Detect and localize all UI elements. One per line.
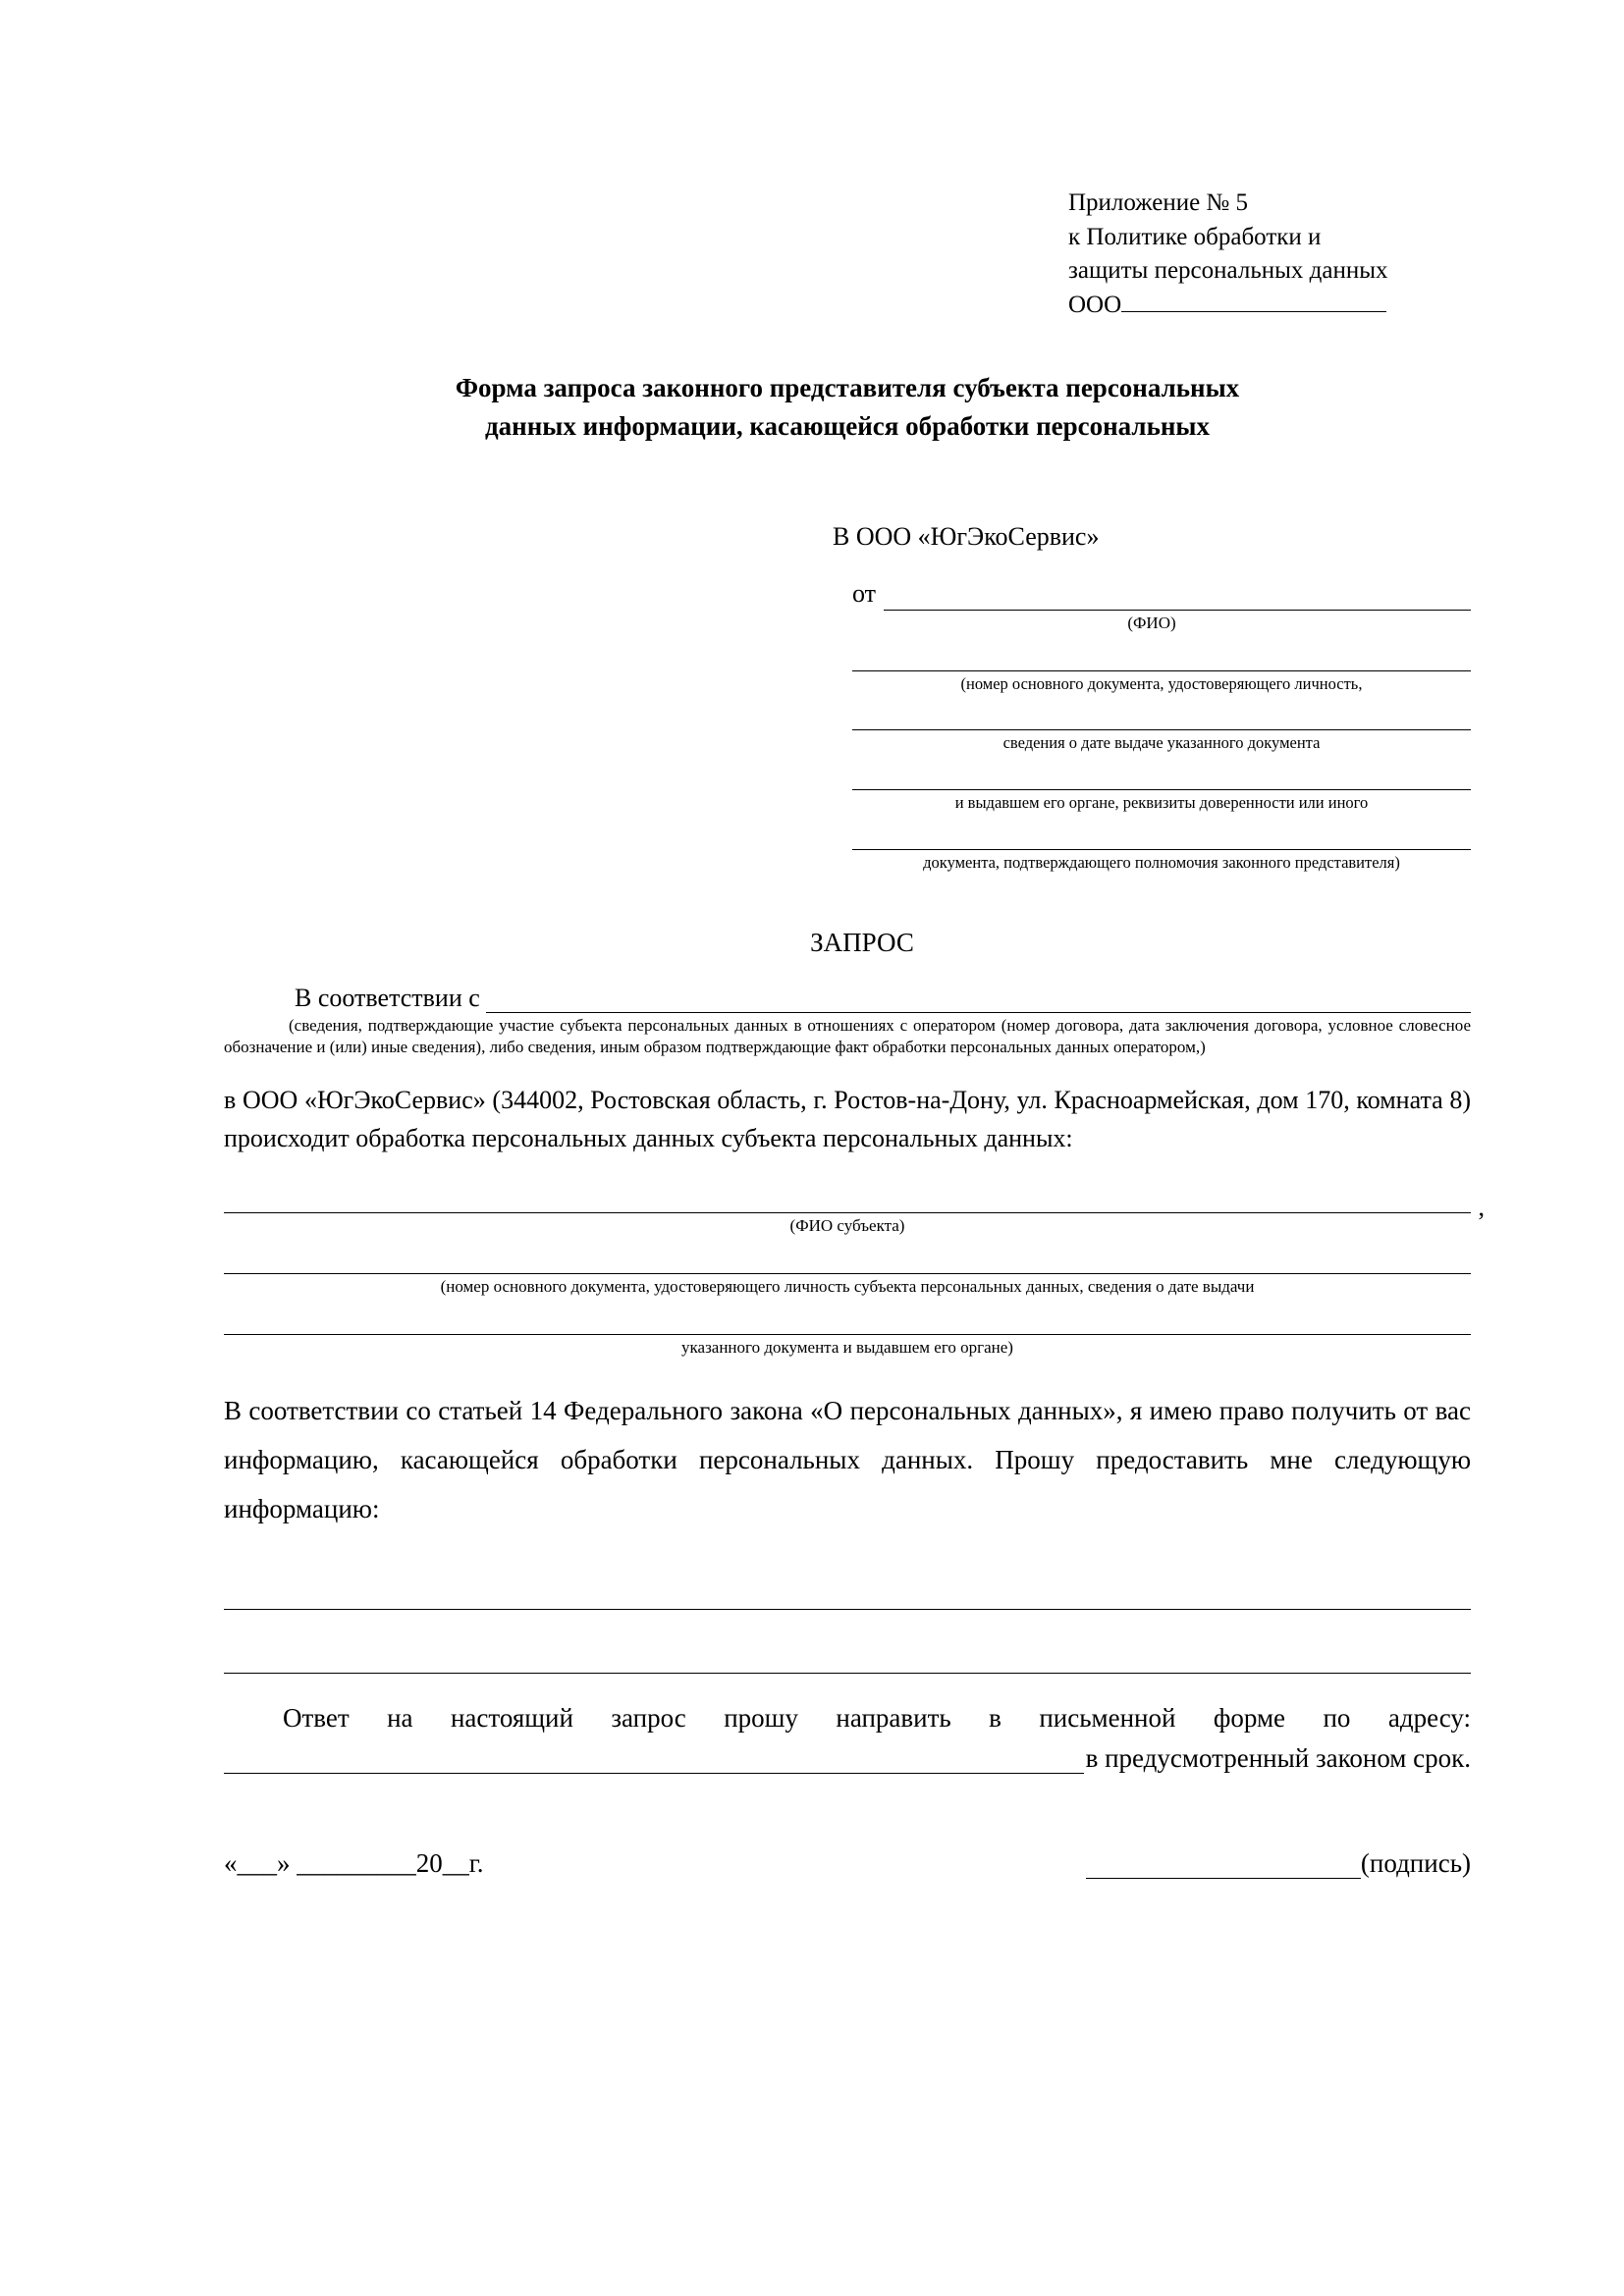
from-row [852, 579, 1471, 611]
subject-fio-blank[interactable] [224, 1183, 1485, 1221]
answer-blank-2-wrap [224, 1643, 1471, 1674]
date-field[interactable]: «___» _________20__г. [224, 1847, 484, 1878]
doc-blank-1[interactable] [852, 643, 1471, 671]
page-title-line-2: данных информации, касающейся обработки персональных [485, 411, 1210, 442]
answer-blank-2[interactable] [224, 1643, 1471, 1674]
law-paragraph: В соответствии со статьей 14 Федерального закона «О персональных данных», я имею право получить от вас информацию, касающейся обработки персональных данных. Прошу предоставить мне следующую информацию: [224, 1395, 1471, 1523]
addressee-organization: В ООО «ЮгЭкоСервис» [833, 522, 1100, 552]
document-content [224, 187, 1485, 1879]
doc-blank-3-wrap [852, 762, 1471, 813]
caption-subject-fio: (ФИО субъекта) [789, 1215, 905, 1235]
appendix-company-line [1068, 289, 1481, 323]
appendix-company-label: ООО [1068, 291, 1122, 318]
doc-blank-2[interactable] [852, 702, 1471, 730]
from-fio-blank[interactable] [884, 584, 1471, 611]
caption-doc-1: (номер основного документа, удостоверяющего личность, [960, 673, 1363, 693]
answer-request-text: Ответ на настоящий запрос прошу направить в письменной форме по адресу: [283, 1702, 1471, 1733]
doc-blank-2-wrap [852, 702, 1471, 753]
answer-blank-1[interactable] [224, 1579, 1471, 1610]
page-title-line-1: Форма запроса законного представителя субъекта персональных [455, 373, 1240, 402]
doc-blank-4[interactable] [852, 822, 1471, 850]
main-paragraph: в ООО «ЮгЭкоСервис» (344002, Ростовская область, г. Ростов-на-Дону, ул. Красноармейская, дом 170, комната 8) происходит обработка персональных данных субъекта персональных данных: [224, 1085, 1471, 1152]
caption-subject-doc-1: (номер основного документа, удостоверяющего личность субъекта персональных данных, сведения о дате выдачи [440, 1276, 1255, 1296]
doc-blank-1-wrap [852, 643, 1471, 694]
caption-doc-4: документа, подтверждающего полномочия законного представителя) [923, 853, 1400, 873]
basis-note [224, 1015, 1471, 1059]
caption-doc-2: сведения о дате выдаче указанного документа [1002, 733, 1321, 753]
subject-doc-blank-2[interactable] [224, 1305, 1471, 1335]
answer-address-tail: в предусмотренный законом срок. [1085, 1742, 1471, 1773]
doc-blank-4-wrap [852, 822, 1471, 873]
answer-address-blank[interactable] [224, 1745, 1084, 1774]
signature-label: (подпись) [1360, 1847, 1471, 1878]
addressee-block [833, 522, 1471, 873]
caption-doc-3: и выдавшем его органе, реквизиты доверенности или иного [954, 793, 1369, 813]
signature-row [224, 1848, 1471, 1879]
caption-subject-doc-2: указанного документа и выдавшем его органе) [681, 1337, 1013, 1357]
basis-note-text: (сведения, подтверждающие участие субъекта персональных данных в отношениях с оператором (номер договора, дата заключения договора, условное словесное обозначение и (или) иные сведения), либо сведения, иным образом подтверждающие факт обработки персональных данных оператором,) [224, 1015, 1471, 1057]
appendix-company-blank [1121, 311, 1386, 312]
answer-address-row [224, 1743, 1471, 1774]
appendix-header [1068, 187, 1481, 322]
basis-label: В соответствии с [295, 983, 480, 1012]
doc-blank-3[interactable] [852, 762, 1471, 790]
request-heading: ЗАПРОС [810, 927, 914, 957]
appendix-policy-line-1: к Политике обработки и [1068, 223, 1322, 250]
signature-blank[interactable] [1086, 1852, 1361, 1879]
page-title [224, 369, 1471, 446]
subject-blanks [224, 1183, 1485, 1358]
caption-fio: (ФИО) [1127, 614, 1176, 633]
basis-blank[interactable] [486, 987, 1471, 1013]
subject-doc-blank-1[interactable] [224, 1244, 1471, 1274]
from-label: от [852, 579, 877, 609]
appendix-policy-line-2: защиты персональных данных [1068, 257, 1388, 284]
basis-row [295, 984, 1471, 1013]
answer-blank-1-wrap [224, 1579, 1471, 1610]
comma-glyph: , [1478, 1192, 1485, 1221]
appendix-number: Приложение № 5 [1068, 189, 1249, 216]
